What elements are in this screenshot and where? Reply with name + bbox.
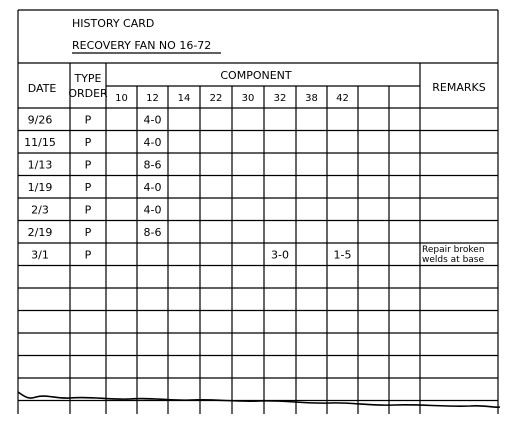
table-row xyxy=(31,203,161,216)
table-row xyxy=(24,136,161,149)
type-cell: P xyxy=(84,203,92,217)
component-value-cell: 8-6 xyxy=(143,225,162,239)
type-cell: P xyxy=(84,248,92,262)
header-type: TYPE xyxy=(74,72,102,85)
torn-bottom-edge xyxy=(18,392,500,407)
remarks-cell-line1: Repair broken xyxy=(422,245,485,255)
component-number: 22 xyxy=(209,93,223,104)
component-value-cell: 1-5 xyxy=(333,248,352,262)
header-order: ORDER xyxy=(68,87,108,100)
table-row xyxy=(28,113,162,126)
date-cell: 11/15 xyxy=(24,135,56,149)
component-number: 32 xyxy=(273,93,287,104)
date-cell: 2/19 xyxy=(27,225,53,239)
component-number: 38 xyxy=(305,93,318,104)
header-remarks: REMARKS xyxy=(432,81,486,94)
type-cell: P xyxy=(84,180,92,194)
table-row xyxy=(31,245,484,265)
component-value-cell: 3-0 xyxy=(271,248,289,262)
header-component: COMPONENT xyxy=(220,69,292,82)
component-number: 14 xyxy=(177,93,191,104)
remarks-cell-line2: welds at base xyxy=(422,255,485,265)
table-row xyxy=(28,181,162,194)
component-value-cell: 4-0 xyxy=(143,180,162,194)
date-cell: 1/13 xyxy=(27,158,53,172)
component-number: 12 xyxy=(146,93,159,104)
date-cell: 1/19 xyxy=(27,180,53,194)
component-value-cell: 4-0 xyxy=(143,135,162,149)
component-value-cell: 4-0 xyxy=(143,203,162,217)
type-cell: P xyxy=(84,113,92,127)
table-row xyxy=(28,226,162,239)
date-cell: 3/1 xyxy=(31,248,49,262)
component-value-cell: 8-6 xyxy=(143,158,162,172)
table-body xyxy=(24,113,484,265)
table-row xyxy=(28,158,162,171)
card-heading: HISTORY CARD xyxy=(72,17,155,30)
type-cell: P xyxy=(84,135,92,149)
date-cell: 9/26 xyxy=(27,113,53,127)
header-date: DATE xyxy=(27,82,57,95)
type-cell: P xyxy=(84,225,92,239)
component-number: 10 xyxy=(115,93,128,104)
date-cell: 2/3 xyxy=(31,203,49,217)
component-number: 42 xyxy=(336,93,349,104)
component-number: 30 xyxy=(241,93,255,104)
type-cell: P xyxy=(84,158,92,172)
card-subheading: RECOVERY FAN NO 16-72 xyxy=(72,39,212,52)
component-value-cell: 4-0 xyxy=(143,113,162,127)
